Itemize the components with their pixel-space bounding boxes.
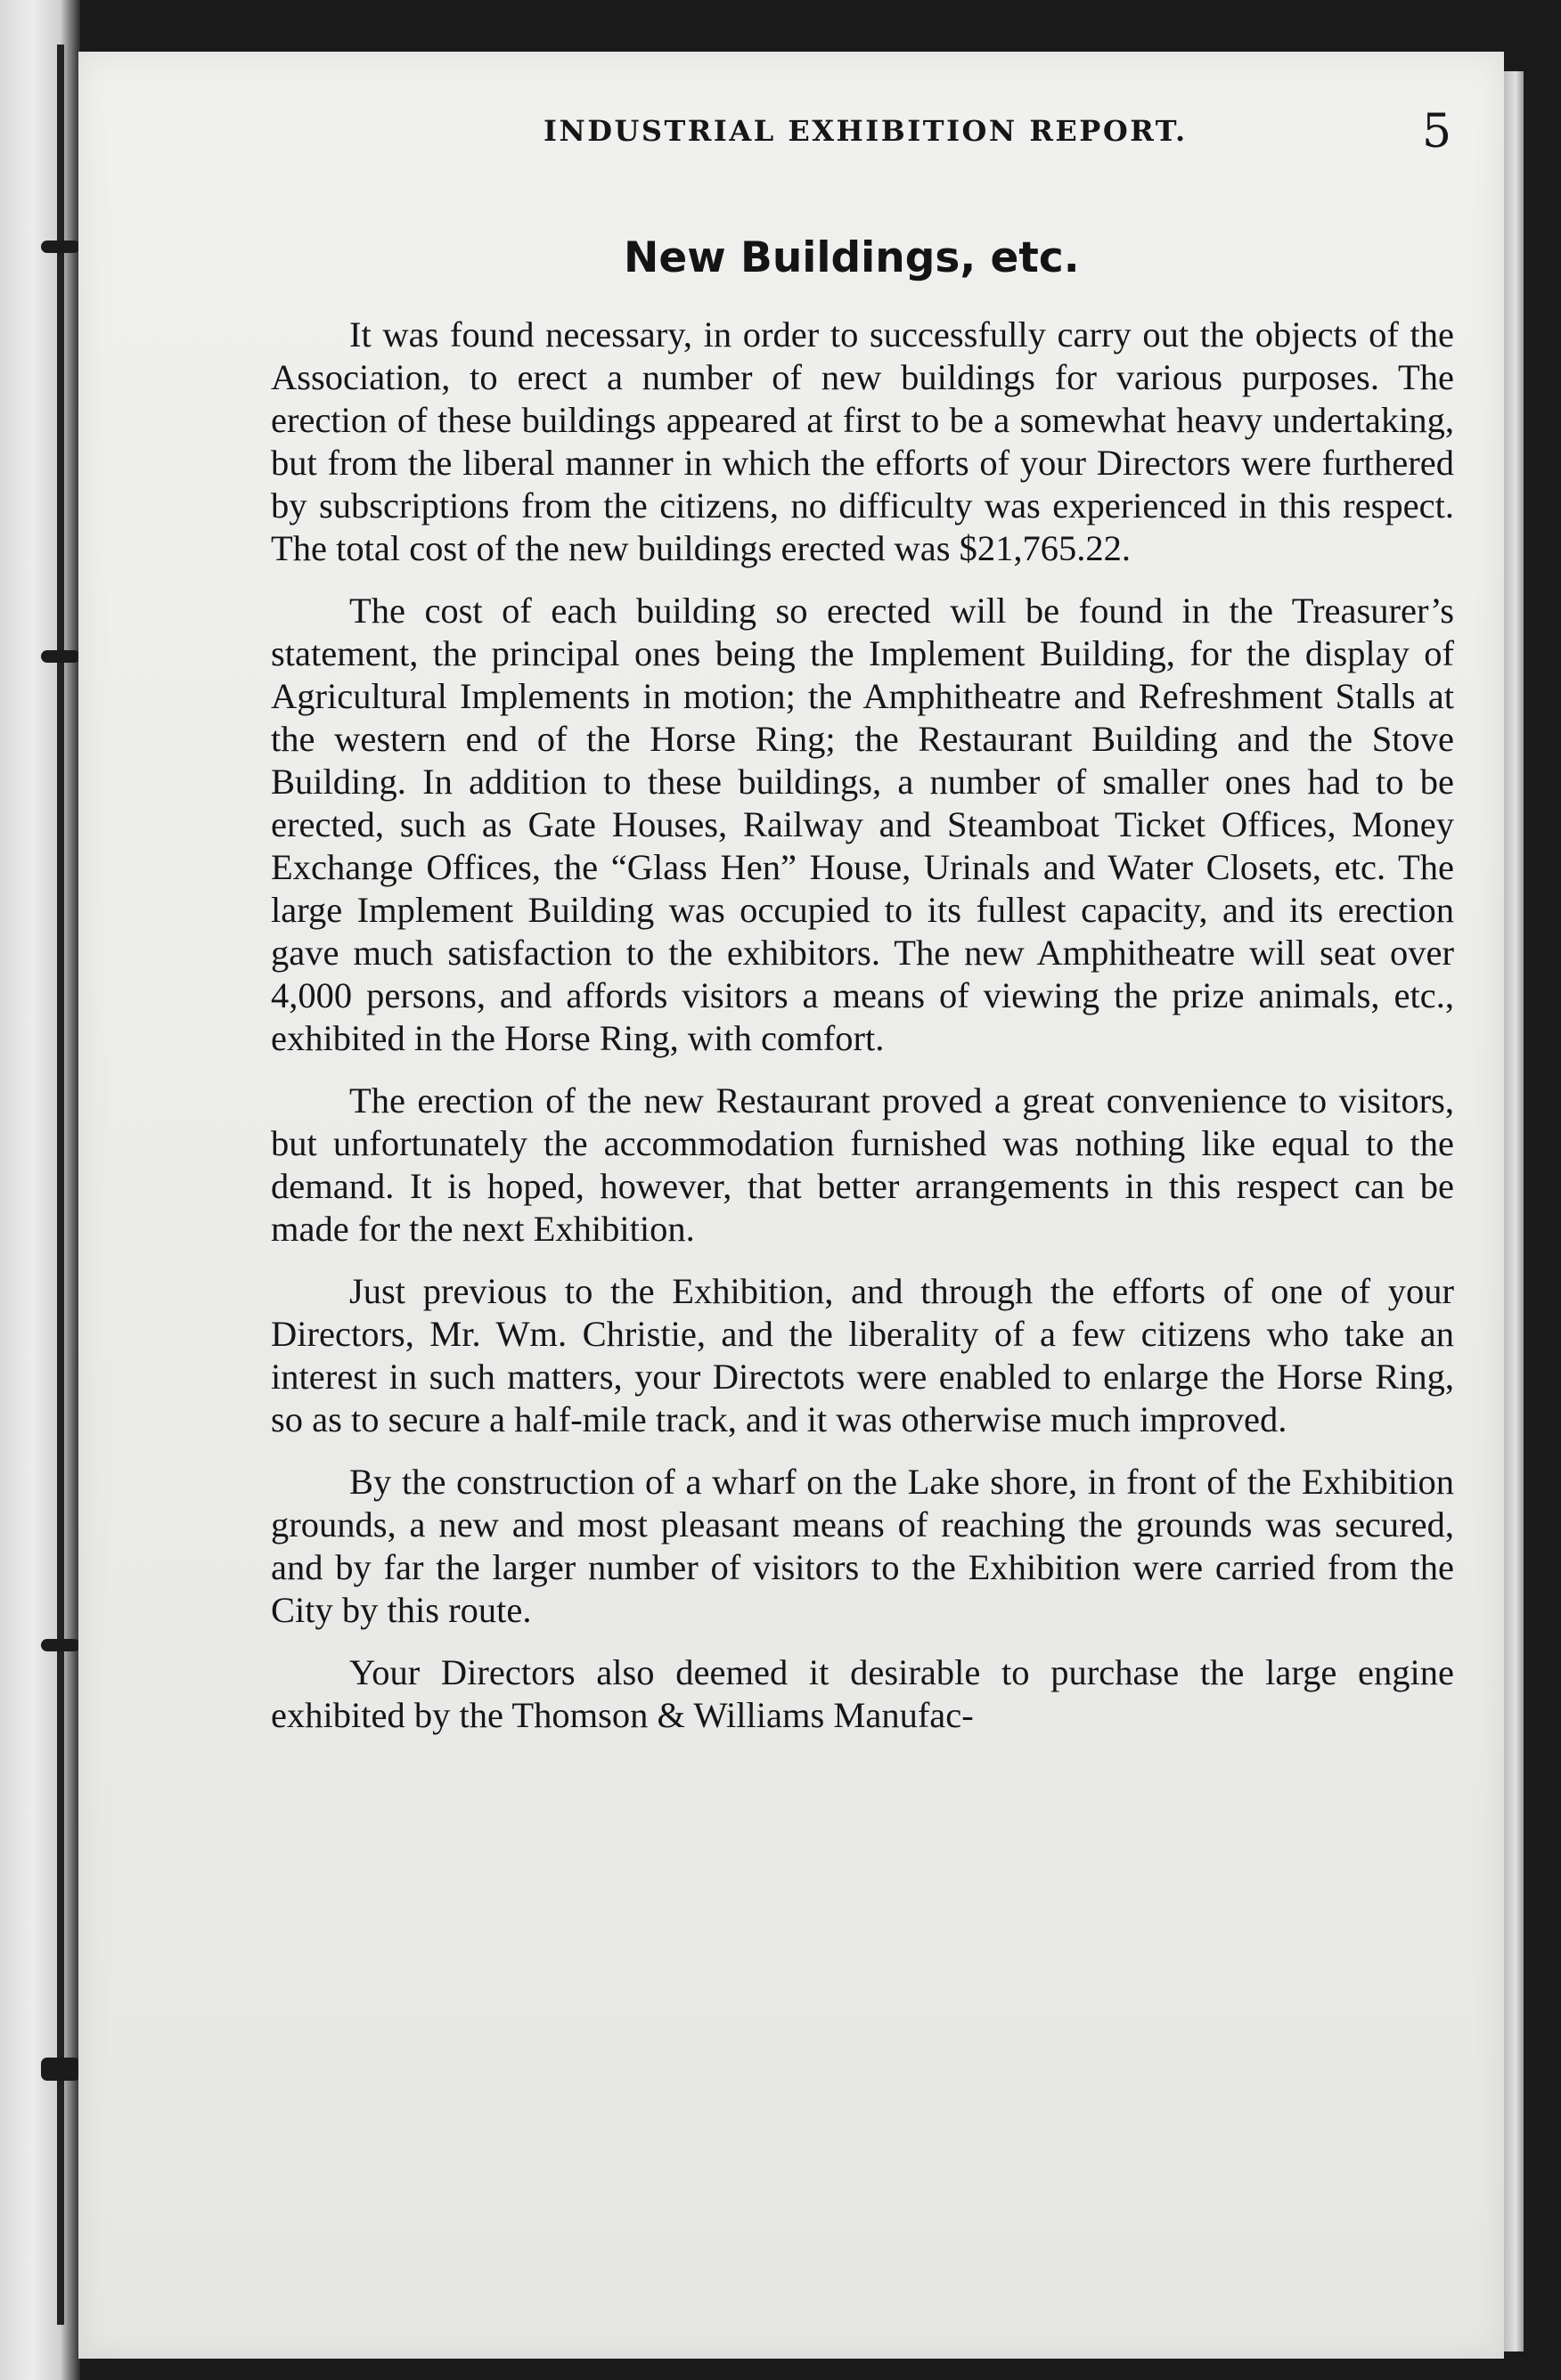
- binding-stitch: [41, 240, 80, 253]
- page-number: 5: [1422, 105, 1452, 159]
- paragraph: It was found necessary, in order to successfully carry out the objects of the Association, to erect a number of new buildings for various purposes. The erection of these buildings appeared at first to be a somewhat heavy undertaking, but from the liberal manner in which the efforts of your Directors were furthered by subscriptions from the citizens, no difficulty was experienced in this respect. The total cost of the new buildings erected was $21,765.22.: [271, 314, 1454, 568]
- binding-stitch: [41, 650, 80, 663]
- binding-thread: [57, 45, 64, 2325]
- paragraph: The erection of the new Restaurant proved a great convenience to visitors, but unfortunately the accommodation furnished was nothing like equal to the demand. It is hoped, however, that better arrangements in this respect can be made for the next Exhibition.: [271, 1080, 1454, 1249]
- paragraph: By the construction of a wharf on the Lake shore, in front of the Exhibition grounds, a new and most pleasant means of reaching the grounds was secured, and by far the larger number of visitors to the Exhibition were carried from the City by this route.: [271, 1462, 1454, 1630]
- binding-stitch: [41, 1639, 80, 1651]
- paragraph: Your Directors also deemed it desirable to purchase the large engine exhibited by the Thomson & Williams Manufac-: [271, 1652, 1454, 1735]
- body-text: [271, 314, 1454, 1756]
- paragraph: Just previous to the Exhibition, and through the efforts of one of your Directors, Mr. Wm. Christie, and the liberality of a few citizens who take an interest in such matters, your Directots were enabled to enlarge the Horse Ring, so as to secure a half-mile track, and it was otherwise much improved.: [271, 1271, 1454, 1439]
- page-edge: [1504, 71, 1524, 2351]
- book-binding-strip: [0, 0, 80, 2380]
- running-head: INDUSTRIAL EXHIBITION REPORT.: [543, 114, 1188, 148]
- paragraph: The cost of each building so erected will be found in the Treasurer’s statement, the principal ones being the Implement Building, for the display of Agricultural Implements in motion; the Amphitheatre and Refreshment Stalls at the western end of the Horse Ring; the Restaurant Building and the Stove Building. In addition to these buildings, a number of smaller ones had to be erected, such as Gate Houses, Railway and Steamboat Ticket Offices, Money Exchange Offices, the “Glass Hen” House, Urinals and Water Closets, etc. The large Implement Building was occupied to its fullest capacity, and its erection gave much satisfaction to the exhibitors. The new Amphitheatre will seat over 4,000 persons, and affords visitors a means of viewing the prize animals, etc., exhibited in the Horse Ring, with comfort.: [271, 591, 1454, 1058]
- section-title: New Buildings, etc.: [624, 233, 1080, 282]
- binding-stitch: [41, 2058, 80, 2081]
